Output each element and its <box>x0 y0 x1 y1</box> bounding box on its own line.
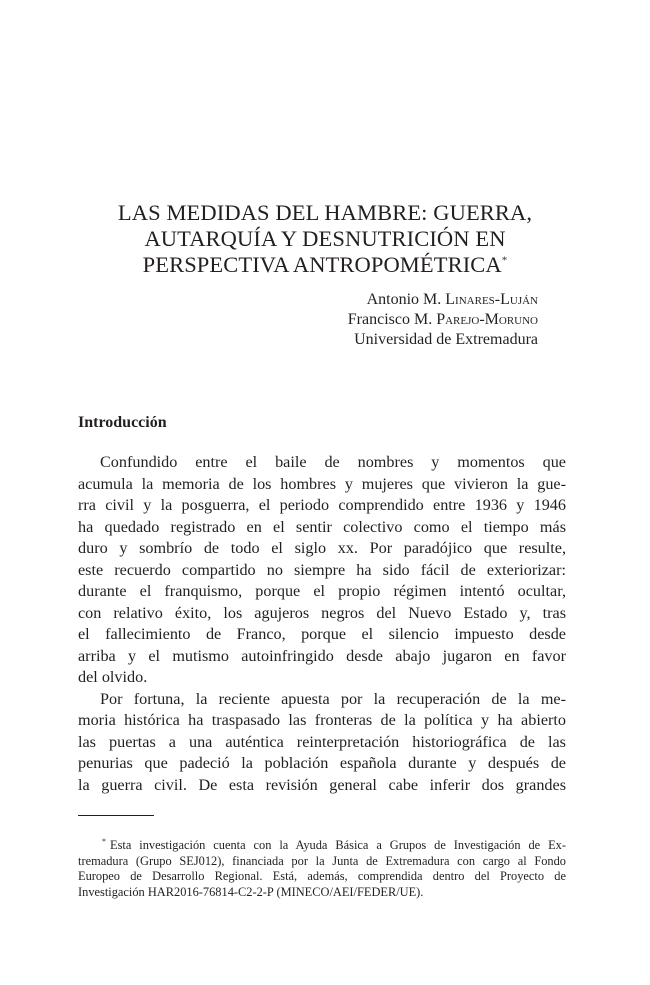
body-line: las puertas a una auténtica reinterpretación historiográfica de las <box>78 732 566 751</box>
author-1 <box>367 290 538 310</box>
footnote-line-text: Esta investigación cuenta con la Ayuda Básica a Grupos de Investigación de Ex- <box>110 838 566 852</box>
title-footnote-marker: * <box>501 254 508 267</box>
body-line: con relativo éxito, los agujeros negros del Nuevo Estado y, tras <box>78 603 566 622</box>
title-line-3-text: PERSPECTIVA ANTROPOMÉTRICA <box>142 252 502 277</box>
body-line: rra civil y la posguerra, el periodo comprendido entre 1936 y 1946 <box>78 496 566 514</box>
author-2 <box>348 310 538 330</box>
body-line: acumula la memoria de los hombres y mujeres que vivieron la gue- <box>78 474 566 493</box>
title-line-2: AUTARQUÍA Y DESNUTRICIÓN EN <box>144 226 506 251</box>
body-line: este recuerdo compartido no siempre ha sido fácil de exteriorizar: <box>78 560 566 579</box>
affiliation: Universidad de Extremadura <box>354 331 538 348</box>
body-line: durante el franquismo, porque el propio régimen intentó ocultar, <box>78 582 566 600</box>
body-line: la guerra civil. De esta revisión general cabe inferir dos grandes <box>78 775 566 794</box>
author-2-surname: Parejo-Moruno <box>436 311 538 328</box>
footnote-line: Europeo de Desarrollo Regional. Está, además, comprendida dentro del Proyecto de <box>78 869 566 883</box>
body-line: moria histórica ha traspasado las fronteras de la política y ha abierto <box>78 711 566 729</box>
footnote-separator <box>78 815 154 816</box>
body-line: duro y sombrío de todo el siglo xx. Por paradójico que resulte, <box>78 539 566 557</box>
section-heading: Introducción <box>78 414 167 431</box>
title-line-1: LAS MEDIDAS DEL HAMBRE: GUERRA, <box>117 200 533 225</box>
body-line: el fallecimiento de Franco, porque el silencio impuesto desde <box>78 625 566 643</box>
body-line: del olvido. <box>78 668 148 686</box>
footnote-marker: * <box>102 836 106 846</box>
footnote-line: Investigación HAR2016-76814-C2-2-P (MINECO/AEI/FEDER/UE). <box>78 884 424 899</box>
body-line: Confundido entre el baile de nombres y momentos que <box>100 453 566 471</box>
body-line: arriba y el mutismo autoinfringido desde abajo jugaron en favor <box>78 646 566 665</box>
footnote-line <box>78 838 566 854</box>
author-1-surname: Linares-Luján <box>445 291 538 308</box>
title-line-3 <box>80 252 570 278</box>
body-line: ha quedado registrado en el sentir colectivo como el tiempo más <box>78 517 566 536</box>
author-2-given-name: Francisco M. <box>347 311 433 328</box>
body-line: Por fortuna, la reciente apuesta por la recuperación de la me- <box>100 689 566 708</box>
body-line: penurias que padeció la población española durante y después de <box>78 754 566 772</box>
author-1-given-name: Antonio M. <box>366 291 442 308</box>
footnote-line: tremadura (Grupo SEJ012), financiada por la Junta de Extremadura con cargo al Fondo <box>78 853 566 868</box>
